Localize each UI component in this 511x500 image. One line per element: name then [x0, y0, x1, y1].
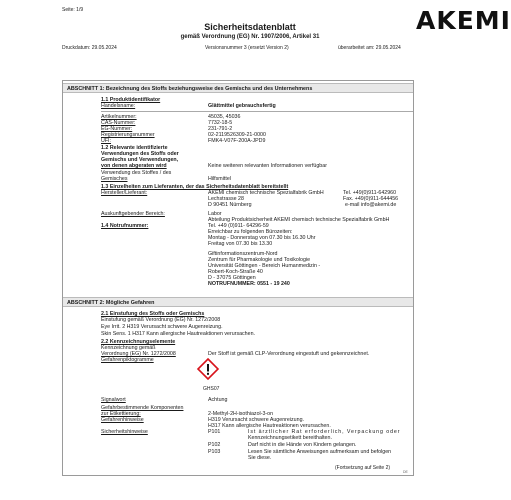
s22-sub: Kennzeichnung gemäß [101, 345, 156, 351]
etikett-value: 2-Methyl-2H-isothiazol-3-on [208, 411, 274, 417]
verwendung-label-1: Verwendung des Stoffes / des [101, 170, 172, 176]
section-1-title: ABSCHNITT 1: Bezeichnung des Stoffs beziehungsweise des Gemischs und des Unternehmens [67, 86, 313, 92]
notruf-line-2: Zentrum für Pharmakologie und Toxikologie [208, 257, 311, 263]
p101-line-1: Ist ärztlicher Rat erforderlich, Verpackung oder [248, 429, 401, 435]
s21-sub: Einstufung gemäß Verordnung (EG) Nr. 1272/2008 [101, 317, 221, 323]
signalwort-value: Achtung [208, 397, 228, 403]
p102-code: P102 [208, 442, 221, 448]
auskunft-line-2: Abteilung Produktsicherheit AKEMI chemisch technische Spezialfabrik GmbH [208, 217, 390, 223]
language-code: DE [403, 470, 408, 474]
hersteller-line-2: Lechstrasse 28 [208, 196, 244, 202]
auskunft-line-4: Erreichbar zu folgenden Bürozeiten: [208, 229, 293, 235]
notruf-line-5: D - 37075 Göttingen [208, 275, 256, 281]
registrierung-label: Registrierungsnummer [101, 132, 155, 138]
s12-value: Keine weiteren relevanten Informationen verfügbar [208, 163, 327, 169]
document-title: Sicherheitsdatenblatt [204, 22, 296, 32]
hersteller-line-3: D 90451 Nürnberg [208, 202, 252, 208]
divider [101, 111, 413, 112]
verwendung-label-2: Gemisches [101, 176, 128, 182]
auskunft-line-1: Labor [208, 211, 222, 217]
contact-fax: Fax. +49(0)911-644456 [343, 196, 399, 202]
h317-classification: Skin Sens. 1 H317 Kann allergische Hautreaktionen verursachen. [101, 331, 255, 337]
handelsname-label: Handelsname: [101, 103, 136, 109]
p103-code: P103 [208, 449, 221, 455]
gefahren-label: Gefahrenpiktogramme [101, 357, 154, 363]
document-subtitle: gemäß Verordnung (EG) Nr. 1907/2006, Artikel 31 [180, 34, 320, 40]
print-date: Druckdatum: 29.05.2024 [62, 45, 117, 51]
eg-label: EG-Nummer: [101, 126, 133, 132]
eg-value: 231-791-2 [208, 126, 233, 132]
hinweise-line-2: H317 Kann allergische Hautreaktionen verursachen. [208, 423, 331, 429]
notruf-label: 1.4 Notrufnummer: [101, 223, 149, 229]
section-1-header [63, 83, 413, 93]
notruf-line-3: Universität Göttingen - Bereich Humanmedizin - [208, 263, 321, 269]
handelsname-value: Glättmittel gebrauchsfertig [208, 103, 276, 109]
hinweise-label: Gefahrenhinweise [101, 417, 144, 423]
auskunft-line-6: Freitag von 07.30 bis 13.30 [208, 241, 273, 247]
s11-heading: 1.1 Produktidentifikator [101, 97, 161, 103]
bestimmend-label: Gefahrbestimmende Komponenten [101, 405, 184, 411]
h319-classification: Eye Irrit. 2 H319 Verursacht schwere Augenreizung. [101, 324, 223, 330]
clp-value: Der Stoff ist gemäß CLP-Verordnung eingestuft und gekennzeichnet. [208, 351, 370, 357]
ghs07-exclamation-icon [197, 358, 219, 380]
akemi-logo: AKEMI [416, 6, 511, 35]
s13-heading: 1.3 Einzelheiten zum Lieferanten, der das Sicherheitsdatenblatt bereitstellt [101, 184, 289, 190]
sicherheit-label: Sicherheitshinweise [101, 429, 148, 435]
ufi-label: UFI: [101, 138, 112, 144]
p101-code: P101 [208, 429, 221, 435]
version-number: Versionsnummer 3 (ersetzt Version 2) [205, 45, 289, 51]
s12-heading-1: 1.2 Relevante identifizierte [101, 145, 168, 151]
ufi-value: FMK4-V07F-200A-JPD9 [208, 138, 266, 144]
p103-line-1: Lesen Sie sämtliche Anweisungen aufmerksam und befolgen [248, 449, 392, 455]
p101-line-2: Kennzeichnungsetikett bereithalten. [248, 435, 332, 441]
p103-line-2: Sie diese. [248, 455, 272, 461]
p102-text: Darf nicht in die Hände von Kindern gelangen. [248, 442, 357, 448]
notruf-line-4: Robert-Koch-Straße 40 [208, 269, 263, 275]
section-2-title: ABSCHNITT 2: Mögliche Gefahren [67, 300, 155, 306]
verwendung-value: Hilfsmittel [208, 176, 231, 182]
auskunft-line-3: Tel. +49 (0)911- 64296-59 [208, 223, 269, 229]
ghs-label: GHS07 [203, 386, 220, 392]
section-2-header [63, 297, 413, 307]
auskunft-label: Auskunftgebender Bereich: [101, 211, 165, 217]
contact-phone: Tel. +49(0)911-642960 [343, 190, 397, 196]
document-page [62, 80, 414, 476]
artikelnummer-value: 45035, 45036 [208, 114, 241, 120]
s21-heading: 2.1 Einstufung des Stoffs oder Gemischs [101, 311, 205, 317]
artikelnummer-label: Artikelnummer: [101, 114, 137, 120]
etikett-label: zur Etikettierung: [101, 411, 141, 417]
notruf-line-1: Giftinformationszentrum-Nord [208, 251, 278, 257]
signalwort-label: Signalwort [101, 397, 126, 403]
auskunft-line-5: Montag - Donnerstag von 07.30 bis 16.30 Uhr [208, 235, 316, 241]
s12-heading-4: von denen abgeraten wird [101, 163, 167, 169]
hersteller-line-1: AKEMI chemisch technische Spezialfabrik GmbH [208, 190, 324, 196]
page-number: Seite: 1/9 [62, 7, 84, 13]
cas-label: CAS-Nummer: [101, 120, 136, 126]
s12-heading-2: Verwendungen des Stoffs oder [101, 151, 179, 157]
contact-email[interactable]: e-mail info@akemi.de [345, 202, 397, 208]
registrierung-value: 02-2119526309-21-0000 [208, 132, 266, 138]
notruf-number: NOTRUFNUMMER: 0551 - 19 240 [208, 281, 290, 287]
hersteller-label: Hersteller/Lieferant: [101, 190, 148, 196]
revision-date: überarbeitet am: 29.05.2024 [338, 45, 401, 51]
hinweise-line-1: H319 Verursacht schwere Augenreizung. [208, 417, 304, 423]
s22-heading: 2.2 Kennzeichnungselemente [101, 339, 176, 345]
s12-heading-3: Gemischs und Verwendungen, [101, 157, 179, 163]
continuation-note: (Fortsetzung auf Seite 2) [335, 465, 391, 471]
cas-value: 7732-18-5 [208, 120, 233, 126]
clp-label: Verordnung (EG) Nr. 1272/2008 [101, 351, 176, 357]
